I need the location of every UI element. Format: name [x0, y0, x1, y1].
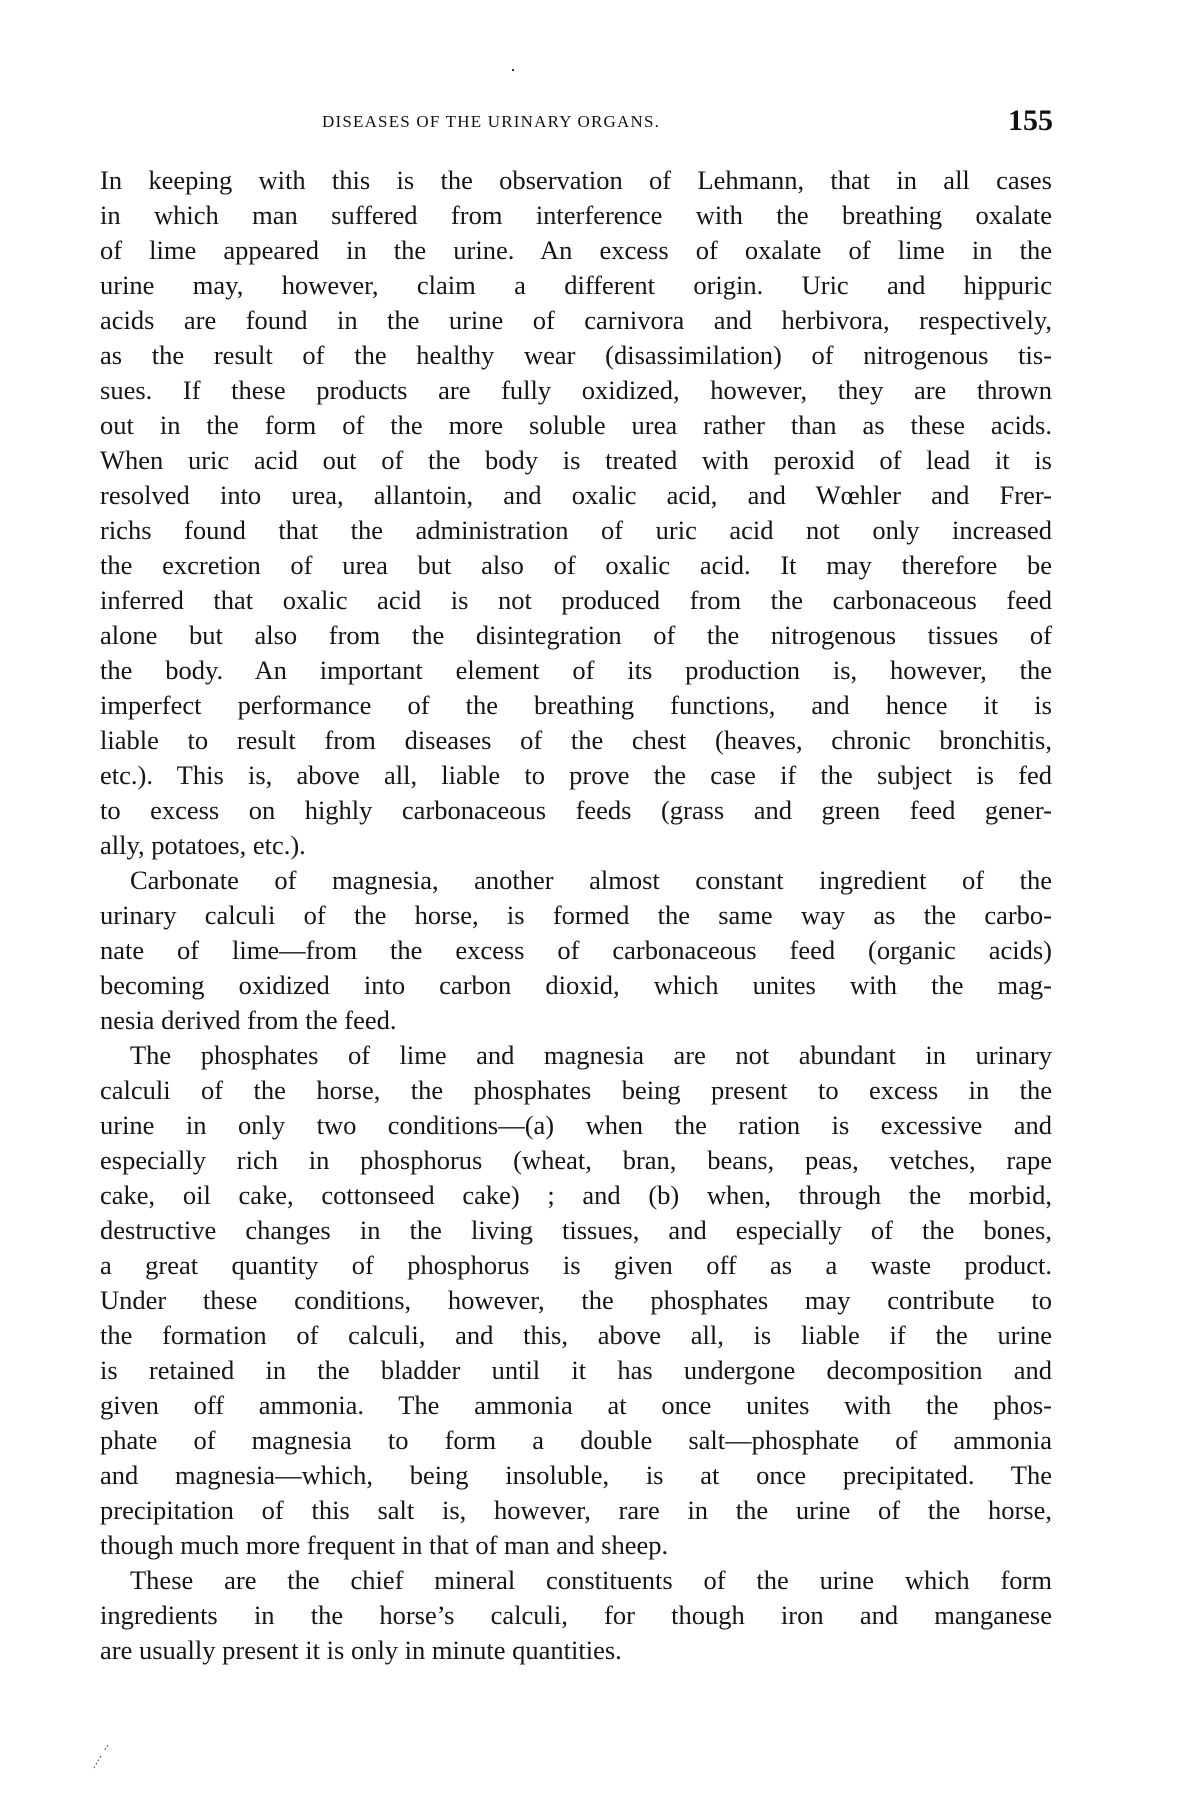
text-line: cake, oil cake, cottonseed cake) ; and (b) when, through the morbid, [100, 1180, 1052, 1210]
text-line: Under these conditions, however, the phosphates may contribute to [100, 1285, 1052, 1315]
text-line: richs found that the administration of uric acid not only increased [100, 515, 1052, 545]
paragraph [100, 1563, 1052, 1668]
paragraph [100, 863, 1052, 1038]
text-line: and magnesia—which, being insoluble, is at once precipitated. The [100, 1460, 1052, 1490]
text-line: acids are found in the urine of carnivora and herbivora, respectively, [100, 305, 1052, 335]
text-line: calculi of the horse, the phosphates being present to excess in the [100, 1075, 1052, 1105]
text-line: sues. If these products are fully oxidized, however, they are thrown [100, 375, 1052, 405]
text-line: of lime appeared in the urine. An excess of oxalate of lime in the [100, 235, 1052, 265]
text-line: though much more frequent in that of man and sheep. [100, 1530, 669, 1560]
text-line: When uric acid out of the body is treated with peroxid of lead it is [100, 445, 1052, 475]
text-line: urine may, however, claim a different origin. Uric and hippuric [100, 270, 1052, 300]
scan-speck [512, 69, 514, 71]
text-line: a great quantity of phosphorus is given off as a waste product. [100, 1250, 1052, 1280]
text-line: etc.). This is, above all, liable to prove the case if the subject is fed [100, 760, 1052, 790]
text-line: The phosphates of lime and magnesia are not abundant in urinary [130, 1040, 1052, 1070]
text-line: nate of lime—from the excess of carbonaceous feed (organic acids) [100, 935, 1052, 965]
scan-mark [92, 1744, 110, 1770]
text-line: phate of magnesia to form a double salt—phosphate of ammonia [100, 1425, 1052, 1455]
text-line: becoming oxidized into carbon dioxid, which unites with the mag- [100, 970, 1052, 1000]
text-line: is retained in the bladder until it has undergone decomposition and [100, 1355, 1052, 1385]
text-line: given off ammonia. The ammonia at once unites with the phos- [100, 1390, 1052, 1420]
text-line: to excess on highly carbonaceous feeds (grass and green feed gener- [100, 795, 1052, 825]
text-line: alone but also from the disintegration of the nitrogenous tissues of [100, 620, 1052, 650]
text-line: especially rich in phosphorus (wheat, bran, beans, peas, vetches, rape [100, 1145, 1052, 1175]
text-line: as the result of the healthy wear (disassimilation) of nitrogenous tis- [100, 340, 1052, 370]
text-line: urinary calculi of the horse, is formed the same way as the carbo- [100, 900, 1052, 930]
body-text [100, 163, 1052, 1668]
text-line: resolved into urea, allantoin, and oxalic acid, and Wœhler and Frer- [100, 480, 1052, 510]
paragraph [100, 163, 1052, 863]
text-line: the formation of calculi, and this, above all, is liable if the urine [100, 1320, 1052, 1350]
page-number: 155 [1008, 104, 1053, 137]
text-line: In keeping with this is the observation of Lehmann, that in all cases [100, 165, 1052, 195]
text-line: nesia derived from the feed. [100, 1005, 397, 1035]
text-line: liable to result from diseases of the chest (heaves, chronic bronchitis, [100, 725, 1052, 755]
text-line: destructive changes in the living tissues, and especially of the bones, [100, 1215, 1052, 1245]
text-line: urine in only two conditions—(a) when the ration is excessive and [100, 1110, 1052, 1140]
running-head: DISEASES OF THE URINARY ORGANS. [322, 112, 661, 131]
text-line: imperfect performance of the breathing functions, and hence it is [100, 690, 1052, 720]
text-line: the body. An important element of its production is, however, the [100, 655, 1052, 685]
text-line: ingredients in the horse’s calculi, for though iron and manganese [100, 1600, 1052, 1630]
text-line: Carbonate of magnesia, another almost constant ingredient of the [130, 865, 1052, 895]
text-line: ally, potatoes, etc.). [100, 830, 306, 860]
text-line: in which man suffered from interference with the breathing oxalate [100, 200, 1052, 230]
text-line: These are the chief mineral constituents of the urine which form [130, 1565, 1052, 1595]
text-line: inferred that oxalic acid is not produced from the carbonaceous feed [100, 585, 1052, 615]
text-line: are usually present it is only in minute quantities. [100, 1635, 622, 1665]
text-line: out in the form of the more soluble urea rather than as these acids. [100, 410, 1052, 440]
text-line: precipitation of this salt is, however, rare in the urine of the horse, [100, 1495, 1052, 1525]
paragraph [100, 1038, 1052, 1563]
text-line: the excretion of urea but also of oxalic acid. It may therefore be [100, 550, 1052, 580]
